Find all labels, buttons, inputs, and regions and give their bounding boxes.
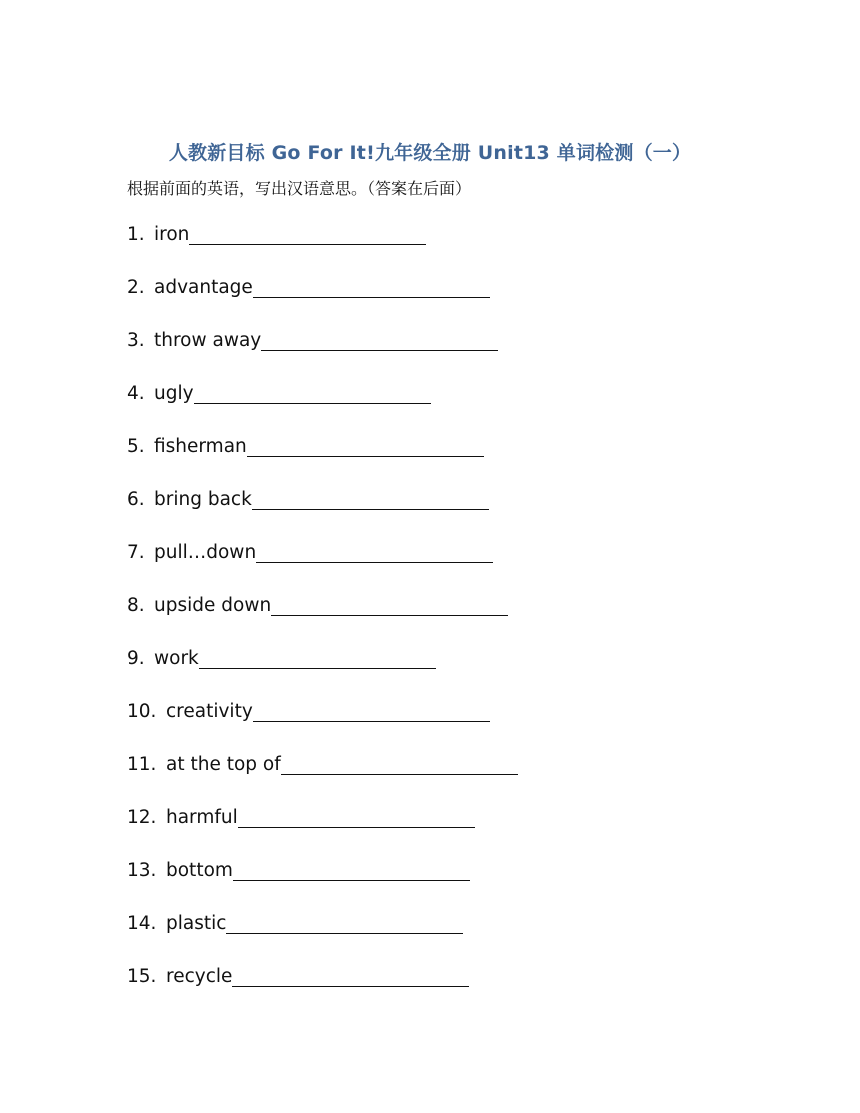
answer-blank bbox=[226, 911, 463, 934]
page-title: 人教新目标 Go For It!九年级全册 Unit13 单词检测（一） bbox=[168, 142, 692, 164]
item-word: advantage bbox=[154, 277, 253, 298]
item-number: 10. bbox=[127, 701, 157, 722]
list-item bbox=[127, 911, 518, 964]
item-number: 11. bbox=[127, 754, 157, 775]
item-number: 1. bbox=[127, 224, 145, 245]
item-number: 2. bbox=[127, 277, 145, 298]
item-word: work bbox=[154, 648, 199, 669]
answer-blank bbox=[247, 434, 484, 457]
item-word: fisherman bbox=[154, 436, 247, 457]
list-item bbox=[127, 646, 518, 699]
answer-blank bbox=[238, 805, 475, 828]
list-item bbox=[127, 487, 518, 540]
item-number: 6. bbox=[127, 489, 145, 510]
instruction-text: 根据前面的英语，写出汉语意思。（答案在后面） bbox=[127, 179, 472, 198]
item-word: at the top of bbox=[166, 754, 281, 775]
answer-blank bbox=[261, 328, 498, 351]
item-number: 12. bbox=[127, 807, 157, 828]
vocabulary-list bbox=[127, 222, 518, 1017]
item-number: 14. bbox=[127, 913, 157, 934]
item-word: bottom bbox=[166, 860, 233, 881]
answer-blank bbox=[233, 858, 470, 881]
item-number: 3. bbox=[127, 330, 145, 351]
item-number: 5. bbox=[127, 436, 145, 457]
item-number: 13. bbox=[127, 860, 157, 881]
list-item bbox=[127, 328, 518, 381]
list-item bbox=[127, 593, 518, 646]
list-item bbox=[127, 381, 518, 434]
answer-blank bbox=[253, 699, 490, 722]
item-word: throw away bbox=[154, 330, 262, 351]
list-item bbox=[127, 275, 518, 328]
item-word: pull…down bbox=[154, 542, 257, 563]
answer-blank bbox=[256, 540, 493, 563]
answer-blank bbox=[281, 752, 518, 775]
list-item bbox=[127, 858, 518, 911]
answer-blank bbox=[194, 381, 431, 404]
list-item bbox=[127, 222, 518, 275]
item-number: 8. bbox=[127, 595, 145, 616]
item-number: 4. bbox=[127, 383, 145, 404]
item-word: upside down bbox=[154, 595, 272, 616]
answer-blank bbox=[271, 593, 508, 616]
list-item bbox=[127, 752, 518, 805]
list-item bbox=[127, 699, 518, 752]
list-item bbox=[127, 540, 518, 593]
item-word: recycle bbox=[166, 966, 233, 987]
list-item bbox=[127, 434, 518, 487]
item-number: 15. bbox=[127, 966, 157, 987]
answer-blank bbox=[189, 222, 426, 245]
item-number: 9. bbox=[127, 648, 145, 669]
item-word: ugly bbox=[154, 383, 194, 404]
answer-blank bbox=[252, 487, 489, 510]
item-word: harmful bbox=[166, 807, 238, 828]
list-item bbox=[127, 964, 518, 1017]
item-word: plastic bbox=[166, 913, 227, 934]
answer-blank bbox=[199, 646, 436, 669]
item-number: 7. bbox=[127, 542, 145, 563]
item-word: creativity bbox=[166, 701, 253, 722]
answer-blank bbox=[253, 275, 490, 298]
item-word: iron bbox=[154, 224, 190, 245]
item-word: bring back bbox=[154, 489, 252, 510]
answer-blank bbox=[232, 964, 469, 987]
list-item bbox=[127, 805, 518, 858]
